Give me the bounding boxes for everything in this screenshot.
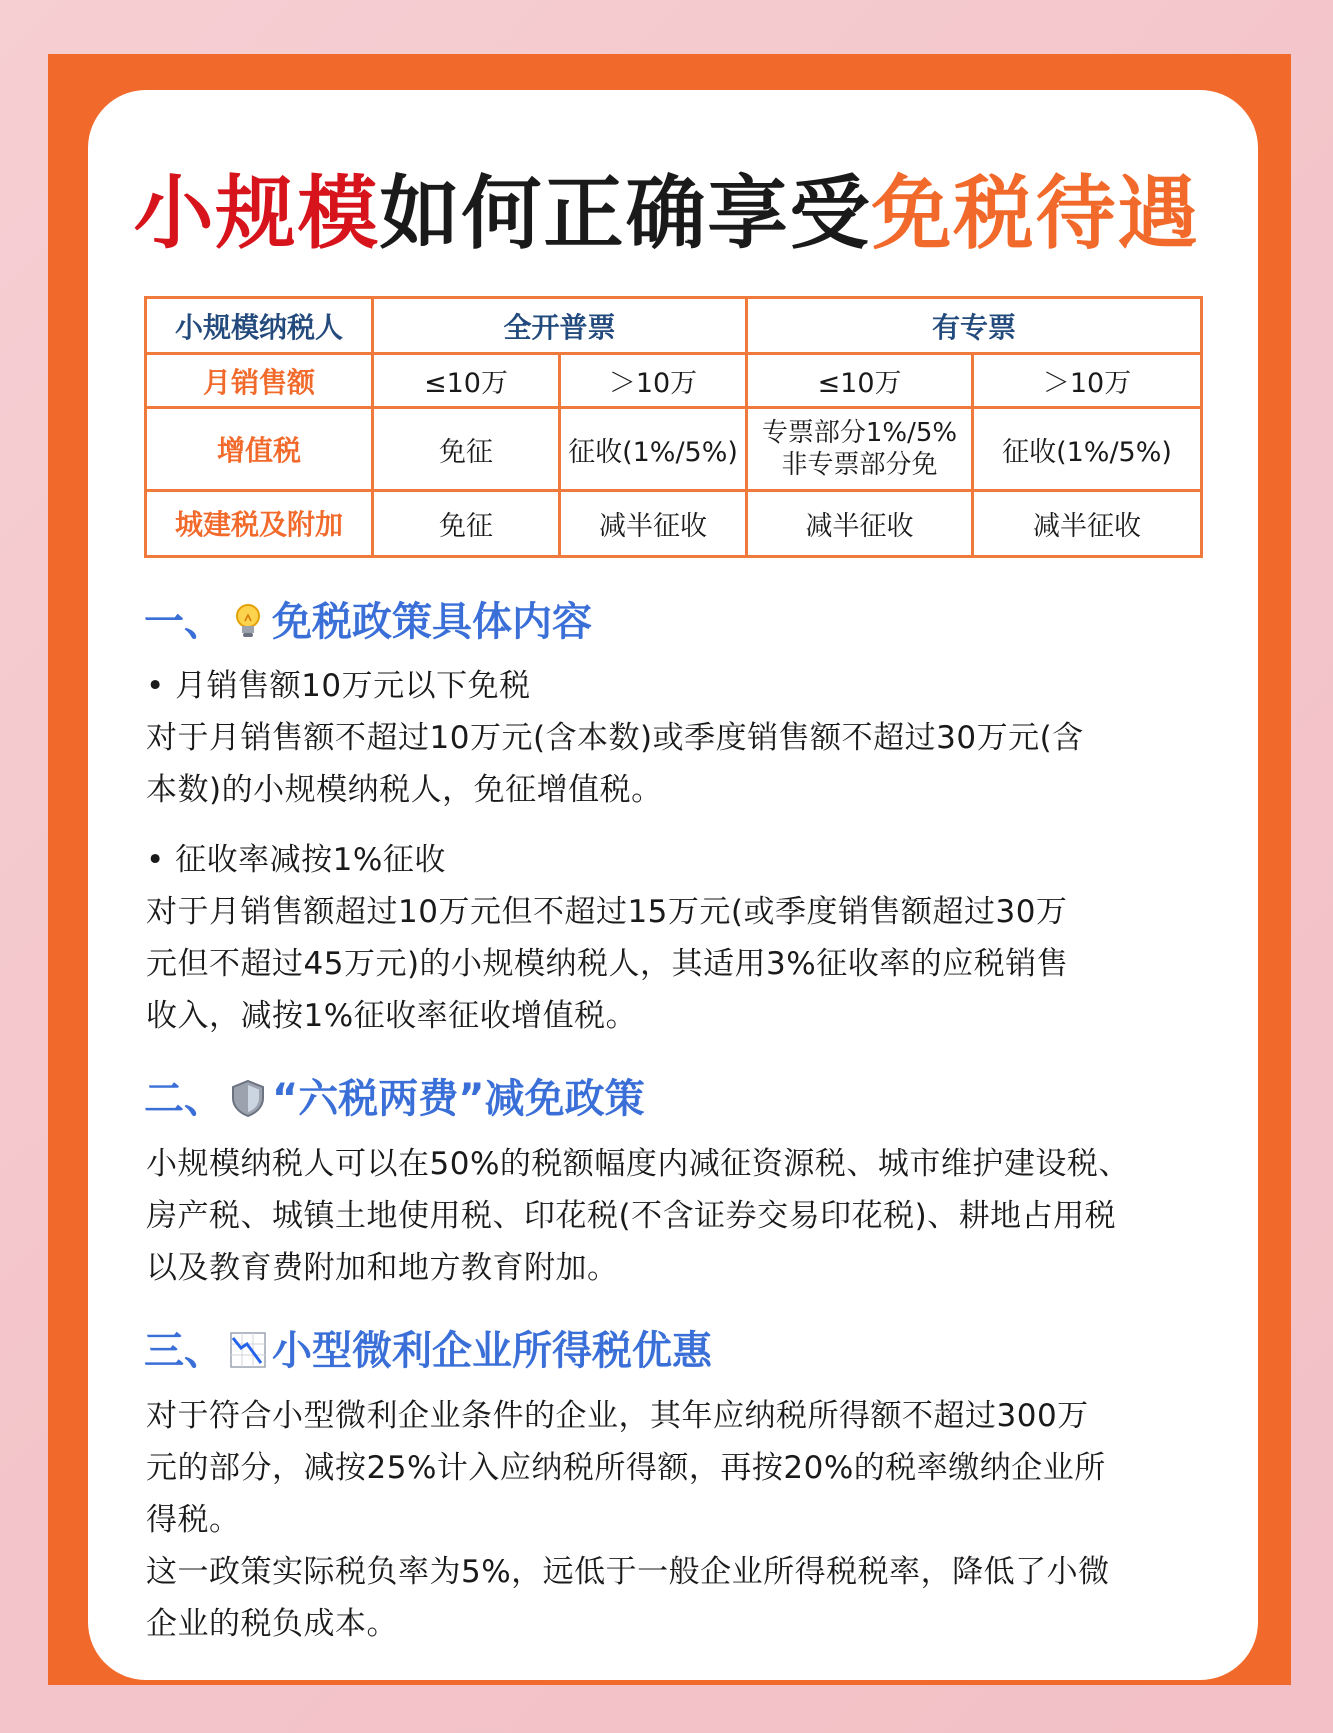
paragraph-line: 本数)的小规模纳税人，免征增值税。 — [146, 772, 663, 808]
paragraph-line: 对于月销售额超过10万元但不超过15万元(或季度销售额超过30万 — [146, 894, 1068, 930]
table-cell: 免征 — [373, 408, 560, 490]
section-3-heading — [144, 1327, 712, 1375]
table-row — [146, 408, 1202, 490]
section-2-heading — [144, 1075, 645, 1123]
table-cell: ≤10万 — [747, 354, 973, 408]
section-1-bullet-1 — [146, 660, 1226, 816]
table-row — [146, 354, 1202, 408]
table-cell: 征收(1%/5%) — [560, 408, 747, 490]
tax-table — [144, 296, 1203, 558]
table-cell: 减半征收 — [973, 490, 1202, 556]
section-2-title: “六税两费”减免政策 — [272, 1076, 645, 1122]
section-2-prefix: 二、 — [144, 1076, 224, 1122]
section-3-body — [146, 1390, 1226, 1650]
table-cell: 减半征收 — [560, 490, 747, 556]
row-label: 月销售额 — [146, 354, 373, 408]
title-part-2: 如何正确享受 — [379, 167, 872, 260]
paragraph-line: 以及教育费附加和地方教育附加。 — [146, 1250, 619, 1286]
header-ordinary-invoice: 全开普票 — [373, 298, 747, 354]
row-label: 城建税及附加 — [146, 490, 373, 556]
header-taxpayer: 小规模纳税人 — [146, 298, 373, 354]
table-cell: ＞10万 — [560, 354, 747, 408]
cell-line: 非专票部分免 — [781, 450, 938, 481]
lightbulb-icon — [228, 601, 268, 641]
shield-icon — [228, 1078, 268, 1118]
paragraph-line: 元的部分，减按25%计入应纳税所得额，再按20%的税率缴纳企业所 — [146, 1450, 1106, 1486]
table-cell: ＞10万 — [973, 354, 1202, 408]
bullet-title: • 征收率减按1%征收 — [146, 842, 446, 878]
table-cell: 征收(1%/5%) — [973, 408, 1202, 490]
cell-line: 专票部分1%/5% — [761, 417, 958, 448]
paragraph-line: 小规模纳税人可以在50%的税额幅度内减征资源税、城市维护建设税、 — [146, 1146, 1130, 1182]
paragraph-line: 对于月销售额不超过10万元(含本数)或季度销售额不超过30万元(含 — [146, 720, 1084, 756]
paragraph-line: 对于符合小型微利企业条件的企业，其年应纳税所得额不超过300万 — [146, 1398, 1089, 1434]
table-cell — [747, 408, 973, 490]
section-2-body — [146, 1138, 1226, 1294]
section-1-title: 免税政策具体内容 — [272, 599, 592, 645]
table-cell: 免征 — [373, 490, 560, 556]
section-1-heading — [144, 598, 592, 646]
paragraph-line: 房产税、城镇土地使用税、印花税(不含证券交易印花税)、耕地占用税 — [146, 1198, 1117, 1234]
bullet-title: • 月销售额10万元以下免税 — [146, 668, 531, 704]
table-cell: ≤10万 — [373, 354, 560, 408]
row-label: 增值税 — [146, 408, 373, 490]
table-header-row — [146, 298, 1202, 354]
paragraph-line: 企业的税负成本。 — [146, 1606, 398, 1642]
paragraph-line: 元但不超过45万元)的小规模纳税人，其适用3%征收率的应税销售 — [146, 946, 1069, 982]
paragraph-line: 收入，减按1%征收率征收增值税。 — [146, 998, 638, 1034]
page-title — [0, 167, 1333, 260]
section-3-title: 小型微利企业所得税优惠 — [272, 1328, 712, 1374]
paragraph-line: 得税。 — [146, 1502, 241, 1538]
header-special-invoice: 有专票 — [747, 298, 1202, 354]
title-part-3: 免税待遇 — [871, 167, 1200, 260]
chart-decreasing-icon — [228, 1330, 268, 1370]
section-1-prefix: 一、 — [144, 599, 224, 645]
section-1-bullet-2 — [146, 834, 1226, 1042]
table-row — [146, 490, 1202, 556]
paragraph-line: 这一政策实际税负率为5%，远低于一般企业所得税税率，降低了小微 — [146, 1554, 1110, 1590]
section-3-prefix: 三、 — [144, 1328, 224, 1374]
table-cell: 减半征收 — [747, 490, 973, 556]
title-part-1: 小规模 — [133, 167, 380, 260]
